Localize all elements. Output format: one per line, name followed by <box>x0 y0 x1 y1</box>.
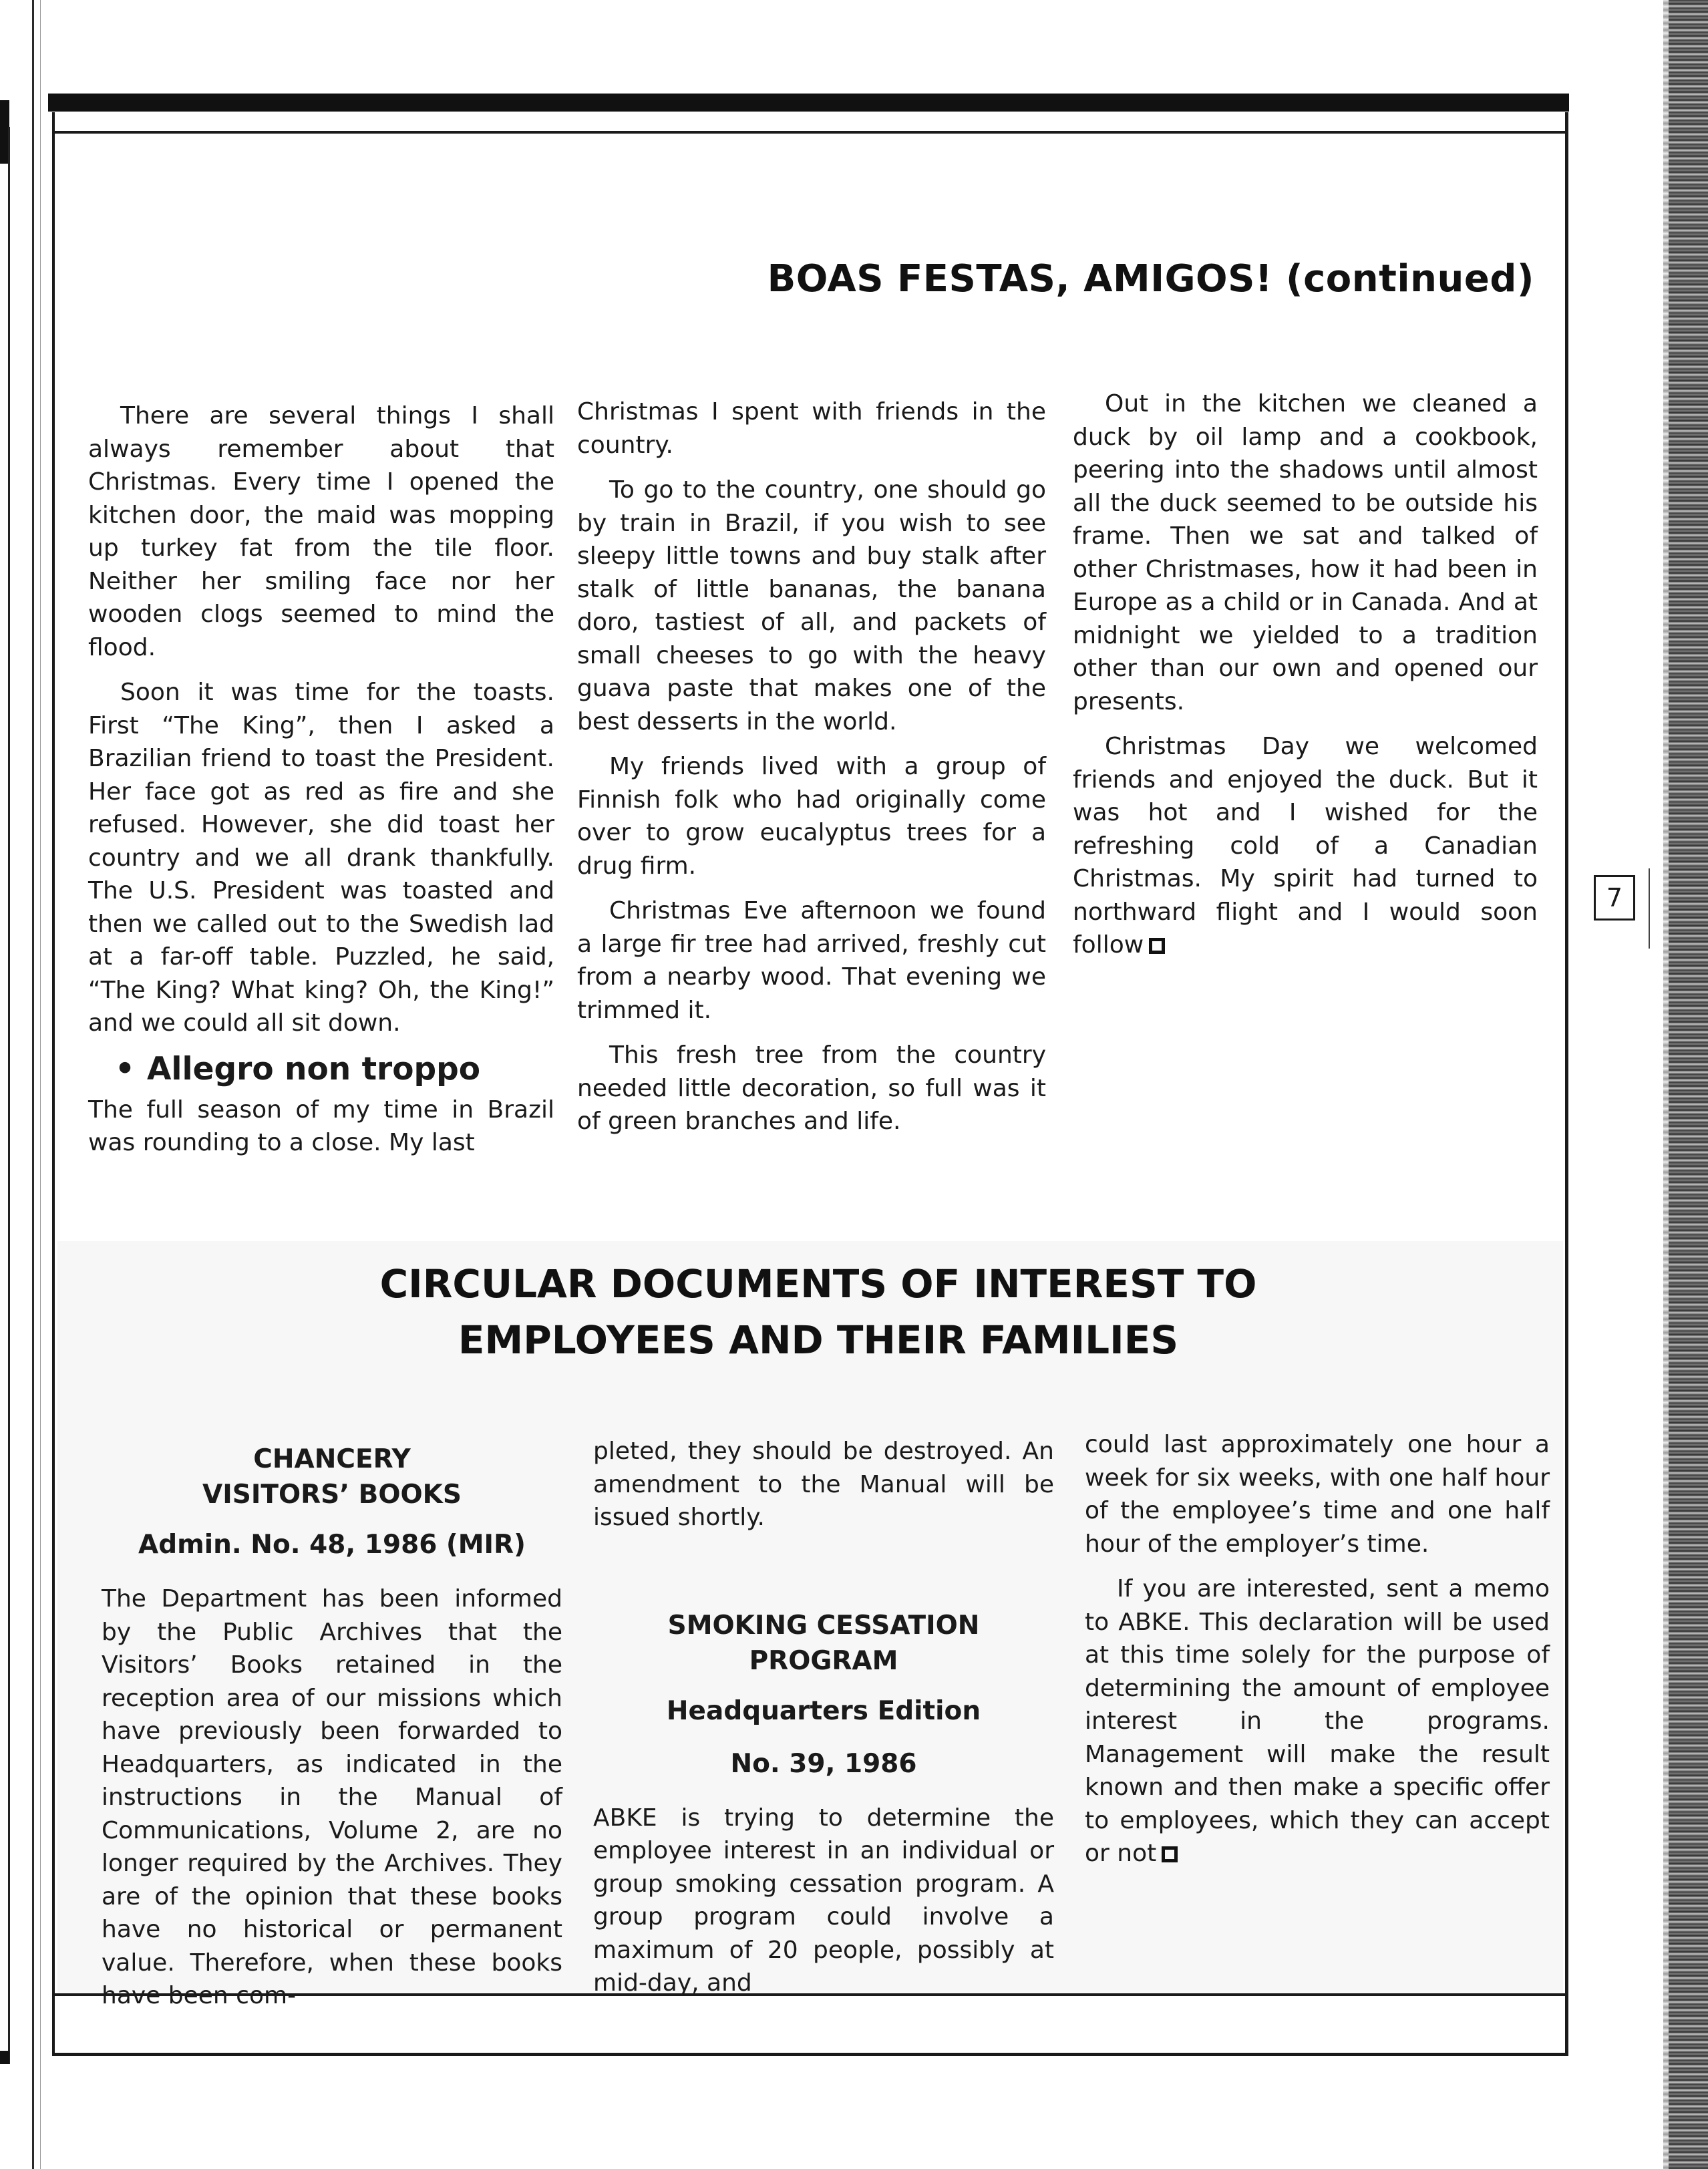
smoking-number: No. 39, 1986 <box>730 1748 917 1779</box>
chancery-heading-line-2: VISITORS’ BOOKS <box>202 1480 462 1510</box>
paragraph: There are several things I shall always remember about that Christmas. Every time I opened the kitchen door, the maid was mopping up turkey fat from the tile floor. Neither her smiling face nor her wooden clogs seemed to mind the flood. <box>88 402 554 661</box>
smoking-heading-line-2: PROGRAM <box>749 1645 898 1676</box>
paragraph: Christmas Eve afternoon we found a large fir tree had arrived, freshly cut from a nearby wood. That evening we trimmed it. <box>577 897 1046 1024</box>
scan-edge-shadow <box>1663 0 1669 2169</box>
paragraph: Soon it was time for the toasts. First “The King”, then I asked a Brazilian friend to toast the President. Her face got as red as fire and she refused. However, she did toast her country and we all drank thankfully. The U.S. President was toasted and then we called out to the Swedish lad at a far-off table. Puzzled, he said, “The King? What king? Oh, the King!” and we could all sit down. <box>88 679 554 1037</box>
circular-section-title <box>200 1256 1436 1368</box>
scan-margin-rule <box>32 0 34 2169</box>
circular-column-1 <box>102 1442 562 2013</box>
circular-column-2 <box>593 1435 1054 2000</box>
smoking-edition: Headquarters Edition <box>666 1695 981 1726</box>
paragraph <box>1085 1572 1550 1870</box>
paragraph: pleted, they should be destroyed. An amendment to the Manual will be issued shortly. <box>593 1438 1054 1531</box>
paragraph-text: If you are interested, sent a memo to ABKE. This declaration will be used at this time solely for the purpose of determining the amount of employee interest in the programs. Management will make the result known and then make a specific offer to employees, which they can accept or not <box>1085 1575 1550 1867</box>
article-column-2 <box>577 395 1046 1138</box>
circular-column-3 <box>1085 1428 1550 1870</box>
smoking-heading-line-1: SMOKING CESSATION <box>667 1610 980 1641</box>
paragraph: Out in the kitchen we cleaned a duck by oil lamp and a cookbook, peering into the shadows until almost all the duck seemed to be outside his frame. Then we sat and talked of other Christmases, how it had been in Europe as a child or in Canada. And at midnight we yielded to a tradition other than our own and opened our presents. <box>1073 390 1538 715</box>
article-column-1 <box>88 399 554 1160</box>
bullet-icon: • <box>115 1050 136 1088</box>
fold-mark <box>1649 868 1650 949</box>
paragraph: This fresh tree from the country needed little decoration, so full was it of green branches and life. <box>577 1041 1046 1135</box>
article-title: BOAS FESTAS, AMIGOS! (continued) <box>767 257 1534 301</box>
binding-mark-bottom <box>0 2051 9 2064</box>
paragraph-text: Christmas Day we welcomed friends and enjoyed the duck. But it was hot and I wished for the refreshing cold of a Canadian Christmas. My spirit had turned to northward flight and I would soon follow <box>1073 733 1538 959</box>
paragraph: Christmas I spent with friends in the country. <box>577 398 1046 459</box>
paragraph: could last approximately one hour a week for six weeks, with one half hour of the employee’s time and one half hour of the employer’s time. <box>1085 1431 1550 1558</box>
page-number: 7 <box>1594 875 1635 921</box>
scan-margin-rule-thin <box>40 0 41 2169</box>
circular-title-line-2: EMPLOYEES AND THEIR FAMILIES <box>458 1317 1179 1363</box>
article-column-3 <box>1073 387 1538 962</box>
paragraph: To go to the country, one should go by train in Brazil, if you wish to see sleepy little towns and buy stalk after stalk of little bananas, the banana doro, tastiest of all, and packets of small cheeses to go with the heavy guava paste that makes one of the best desserts in the world. <box>577 476 1046 735</box>
paragraph: The Department has been informed by the Public Archives that the Visitors’ Books retained in the reception area of our missions which have previously been forwarded to Headquarters, as indicated in the instructions in the Manual of Communications, Volume 2, are no longer required by the Archives. They are of the opinion that these books have no historical or permanent value. Therefore, when these books have been com- <box>102 1585 562 2009</box>
scan-edge <box>1669 0 1708 2169</box>
binding-mark-line <box>8 127 10 2064</box>
subheading <box>88 1049 554 1090</box>
chancery-admin-number: Admin. No. 48, 1986 (MIR) <box>138 1530 526 1560</box>
paragraph: My friends lived with a group of Finnish folk who had originally come over to grow eucalyptus trees for a drug firm. <box>577 753 1046 880</box>
paragraph: The full season of my time in Brazil was rounding to a close. My last <box>88 1096 554 1156</box>
chancery-heading-line-1: CHANCERY <box>253 1444 411 1474</box>
circular-title-line-1: CIRCULAR DOCUMENTS OF INTEREST TO <box>379 1261 1257 1307</box>
end-of-article-icon <box>1149 938 1165 954</box>
paragraph <box>1073 730 1538 962</box>
header-rule <box>48 94 1569 112</box>
paragraph: ABKE is trying to determine the employee interest in an individual or group smoking cessation program. A group program could involve a maximum of 20 people, possibly at mid-day, and <box>593 1804 1054 1997</box>
subheading-text: Allegro non troppo <box>147 1050 481 1088</box>
end-of-article-icon <box>1162 1846 1178 1862</box>
